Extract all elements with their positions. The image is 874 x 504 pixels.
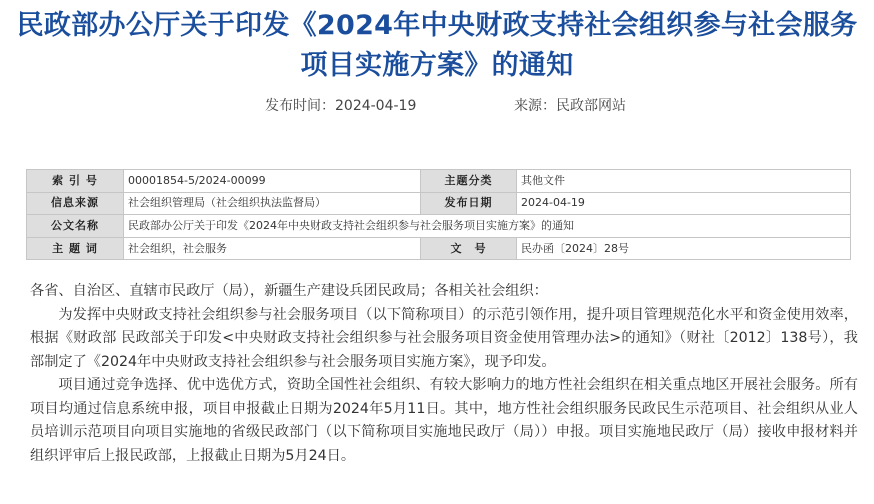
origin-label: 信息来源 [27, 192, 124, 215]
info-row-origin [27, 192, 851, 215]
index-number-value: 00001854-5/2024-00099 [124, 170, 421, 193]
salutation: 各省、自治区、直辖市民政厅（局），新疆生产建设兵团民政局；各相关社会组织： [30, 283, 548, 299]
publish-time-value: 2024-04-19 [335, 98, 417, 114]
info-row-keywords [27, 237, 851, 260]
document-name-value: 民政部办公厅关于印发《2024年中央财政支持社会组织参与社会服务项目实施方案》的通知 [124, 215, 851, 238]
info-row-docname [27, 215, 851, 238]
info-row-index [27, 170, 851, 193]
article-title [14, 6, 860, 86]
article-title-line-2: 项目实施方案》的通知 [300, 50, 574, 81]
source-label: 来源： [514, 98, 556, 114]
publish-time [265, 97, 416, 115]
document-number-value: 民办函〔2024〕28号 [517, 237, 851, 260]
category-label: 主题分类 [421, 170, 517, 193]
keywords-label: 主 题 词 [27, 237, 124, 260]
keywords-value: 社会组织，社会服务 [124, 237, 421, 260]
document-name-label: 公文名称 [27, 215, 124, 238]
paragraph-1: 为发挥中央财政支持社会组织参与社会服务项目（以下简称项目）的示范引领作用，提升项目管理规范化水平和资金使用效率，根据《财政部 民政部关于印发<中央财政支持社会组织参与社会服务项目资金使用管理办法>的通知》（财社〔2012〕138号），我部制定了《2024年中央财政支持社会组织参与社会服务项目实施方案》，现予印发。 [30, 306, 858, 370]
source-value: 民政部网站 [556, 98, 626, 114]
article-title-line-1: 民政部办公厅关于印发《2024年中央财政支持社会组织参与社会服务 [16, 10, 858, 41]
publish-time-label: 发布时间： [265, 98, 335, 114]
document-info-table [26, 169, 851, 260]
document-number-label: 文 号 [421, 237, 517, 260]
publish-date-value: 2024-04-19 [517, 192, 851, 215]
category-value: 其他文件 [517, 170, 851, 193]
index-number-label: 索 引 号 [27, 170, 124, 193]
article-body [30, 280, 858, 468]
publish-date-label: 发布日期 [421, 192, 517, 215]
origin-value: 社会组织管理局（社会组织执法监督局） [124, 192, 421, 215]
paragraph-2: 项目通过竞争选择、优中选优方式，资助全国性社会组织、有较大影响力的地方性社会组织在相关重点地区开展社会服务。所有项目均通过信息系统申报，项目申报截止日期为2024年5月11日。其中，地方性社会组织服务民政民生示范项目、社会组织从业人员培训示范项目向项目实施地的省级民政部门（以下简称项目实施地民政厅（局））申报。项目实施地民政厅（局）接收申报材料并组织评审后上报民政部，上报截止日期为5月24日。 [30, 377, 858, 464]
source [514, 97, 626, 115]
